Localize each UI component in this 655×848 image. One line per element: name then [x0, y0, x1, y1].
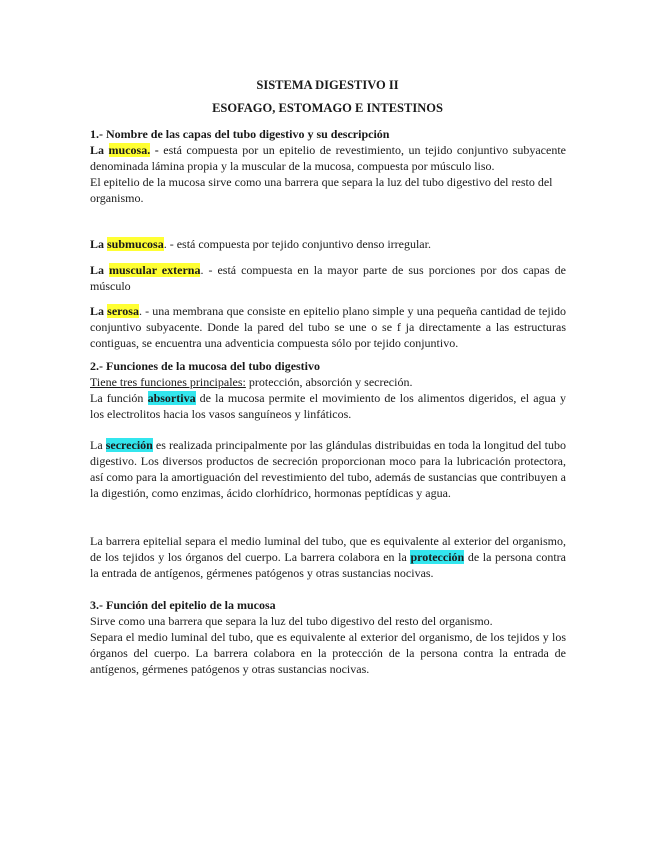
section-3	[90, 597, 566, 677]
serosa-text: . - una membrana que consiste en epitelio plano simple y una pequeña cantidad de tejido conjuntivo subyacente. Donde la pared del tubo se une o se f ja directamente a las estructuras contiguas, se encuentra una adventicia compuesta sólo por tejido conjuntivo.	[90, 304, 566, 350]
section-1	[90, 126, 566, 206]
section-2-intro	[90, 374, 566, 390]
mucosa-text: está compuesta por un epitelio de revestimiento, un tejido conjuntivo subyacente denominada lámina propia y la muscular de la mucosa, compuesta por músculo liso.	[90, 143, 566, 173]
submucosa-text: . - está compuesta por tejido conjuntivo denso irregular.	[163, 237, 431, 251]
muscular-paragraph	[90, 262, 566, 294]
submucosa-paragraph	[90, 236, 566, 252]
secrecion-paragraph	[90, 437, 566, 501]
secrecion-pre: La	[90, 438, 106, 452]
absortiva-pre: La función	[90, 391, 148, 405]
section-1-heading: 1.- Nombre de las capas del tubo digestivo y su descripción	[90, 127, 390, 141]
secrecion-text: es realizada principalmente por las glándulas distribuidas en toda la longitud del tubo digestivo. Los diversos productos de secreción proporcionan moco para la lubricación protectora, así como para la amortiguación del revestimiento del tubo, además de sustancias que contribuyen a la digestión, como enzimas, ácido clorhídrico, hormonas peptídicas y agua.	[90, 438, 567, 500]
proteccion-pre: La barrera epitelial separa el medio luminal del tubo, que es equivalente al exterior del organismo, de los tejidos y los órganos del cuerpo. La barrera colabora en la	[90, 534, 566, 564]
section-3-heading: 3.- Función del epitelio de la mucosa	[90, 598, 276, 612]
mucosa-paragraph	[90, 142, 566, 174]
secrecion-term: secreción	[105, 438, 153, 452]
muscular-pre: La	[90, 263, 110, 277]
proteccion-term: protección	[410, 550, 465, 564]
muscular-term: muscular externa	[109, 263, 201, 277]
section-3-p2: Separa el medio luminal del tubo, que es equivalente al exterior del organismo, de los tejidos y los órganos del cuerpo. La barrera colabora en la protección de la persona contra la entrada de antígenos, gérmenes patógenos y otras sustancias nocivas.	[90, 630, 566, 676]
absortiva-term: absortiva	[147, 391, 196, 405]
section-2	[90, 358, 566, 422]
absortiva-text: de la mucosa permite el movimiento de los alimentos digeridos, el agua y los electrolitos hacia los vasos sanguíneos y linfáticos.	[90, 391, 567, 421]
muscular-text: . - está compuesta en la mayor parte de sus porciones por dos capas de músculo	[90, 263, 566, 293]
proteccion-paragraph	[90, 533, 566, 581]
document-title: SISTEMA DIGESTIVO II	[256, 78, 399, 92]
section-3-p1: Sirve como una barrera que separa la luz del tubo digestivo del resto del organismo.	[90, 614, 493, 628]
serosa-term: serosa	[107, 304, 139, 318]
serosa-paragraph	[90, 303, 566, 351]
proteccion-text: de la persona contra la entrada de antígenos, gérmenes patógenos y otras sustancias nocivas.	[90, 550, 566, 580]
intro-underlined: Tiene tres funciones principales:	[90, 375, 246, 389]
mucosa-pre: La	[90, 143, 109, 157]
mucosa-extra: El epitelio de la mucosa sirve como una barrera que separa la luz del tubo digestivo del resto del organismo.	[90, 175, 553, 205]
absortiva-paragraph	[90, 390, 566, 422]
submucosa-term: submucosa	[107, 237, 164, 251]
mucosa-term: mucosa.	[108, 143, 151, 157]
serosa-pre: La	[90, 304, 108, 318]
section-2-heading: 2.- Funciones de la mucosa del tubo digestivo	[90, 359, 321, 373]
mucosa-dash: -	[150, 143, 159, 157]
submucosa-pre: La	[90, 237, 108, 251]
intro-rest: protección, absorción y secreción.	[245, 375, 413, 389]
document-subtitle: ESOFAGO, ESTOMAGO E INTESTINOS	[212, 101, 443, 115]
